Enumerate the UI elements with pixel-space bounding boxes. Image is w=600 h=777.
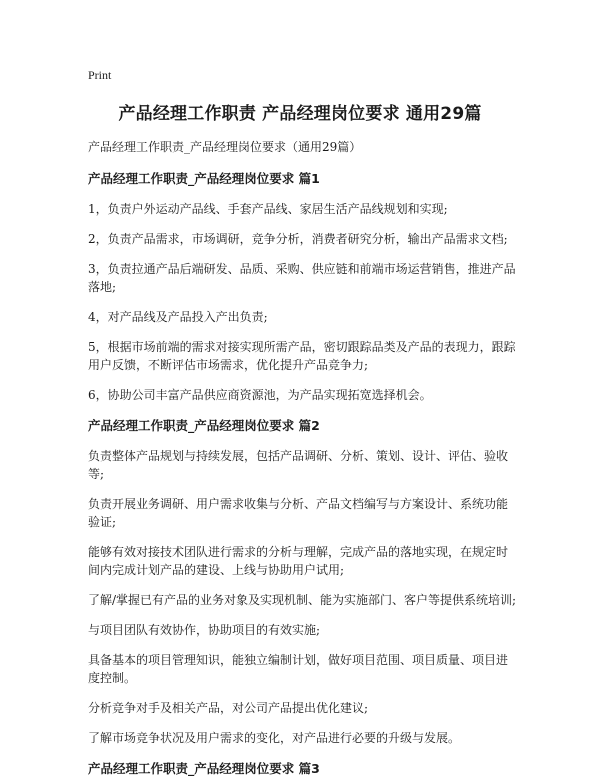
paragraph: 具备基本的项目管理知识，能独立编制计划，做好项目范围、项目质量、项目进度控制。	[88, 653, 509, 685]
paragraph: 2，负责产品需求，市场调研，竞争分析，消费者研究分析，输出产品需求文档;	[88, 232, 508, 246]
section-3	[88, 759, 512, 777]
paragraph: 5，根据市场前端的需求对接实现所需产品，密切跟踪品类及产品的表现力，跟踪用户反馈，不断评估市场需求，优化提升产品竞争力;	[88, 340, 516, 372]
section-1	[88, 169, 516, 404]
paragraph: 负责开展业务调研、用户需求收集与分析、产品文档编写与方案设计、系统功能验证;	[88, 497, 509, 529]
paragraph: 能够有效对接技术团队进行需求的分析与理解，完成产品的落地实现，在规定时间内完成计划产品的建设、上线与协助用户试用;	[88, 545, 509, 577]
print-link[interactable]: Print	[88, 68, 112, 82]
paragraph: 与项目团队有效协作，协助项目的有效实施;	[88, 623, 321, 637]
section-heading: 产品经理工作职责_产品经理岗位要求 篇2	[88, 418, 320, 433]
paragraph: 分析竞争对手及相关产品，对公司产品提出优化建议;	[88, 701, 369, 715]
paragraph: 负责整体产品规划与持续发展，包括产品调研、分析、策划、设计、评估、验收等;	[88, 449, 509, 481]
paragraph: 了解市场竞争状况及用户需求的变化，对产品进行必要的升级与发展。	[88, 731, 461, 745]
paragraph: 3，负责拉通产品后端研发、品质、采购、供应链和前端市场运营销售，推进产品落地;	[88, 262, 516, 294]
section-heading: 产品经理工作职责_产品经理岗位要求 篇3	[88, 761, 320, 776]
section-heading: 产品经理工作职责_产品经理岗位要求 篇1	[88, 171, 320, 186]
document-subtitle: 产品经理工作职责_产品经理岗位要求（通用29篇）	[88, 140, 362, 154]
paragraph: 4，对产品线及产品投入产出负责;	[88, 310, 268, 324]
paragraph: 1，负责户外运动产品线、手套产品线、家居生活产品线规划和实现;	[88, 202, 448, 216]
paragraph: 了解/掌握已有产品的业务对象及实现机制、能为实施部门、客户等提供系统培训;	[88, 593, 517, 607]
section-2	[88, 416, 517, 747]
paragraph: 6，协助公司丰富产品供应商资源池，为产品实现拓宽选择机会。	[88, 388, 432, 402]
document-title: 产品经理工作职责 产品经理岗位要求 通用29篇	[118, 104, 482, 124]
